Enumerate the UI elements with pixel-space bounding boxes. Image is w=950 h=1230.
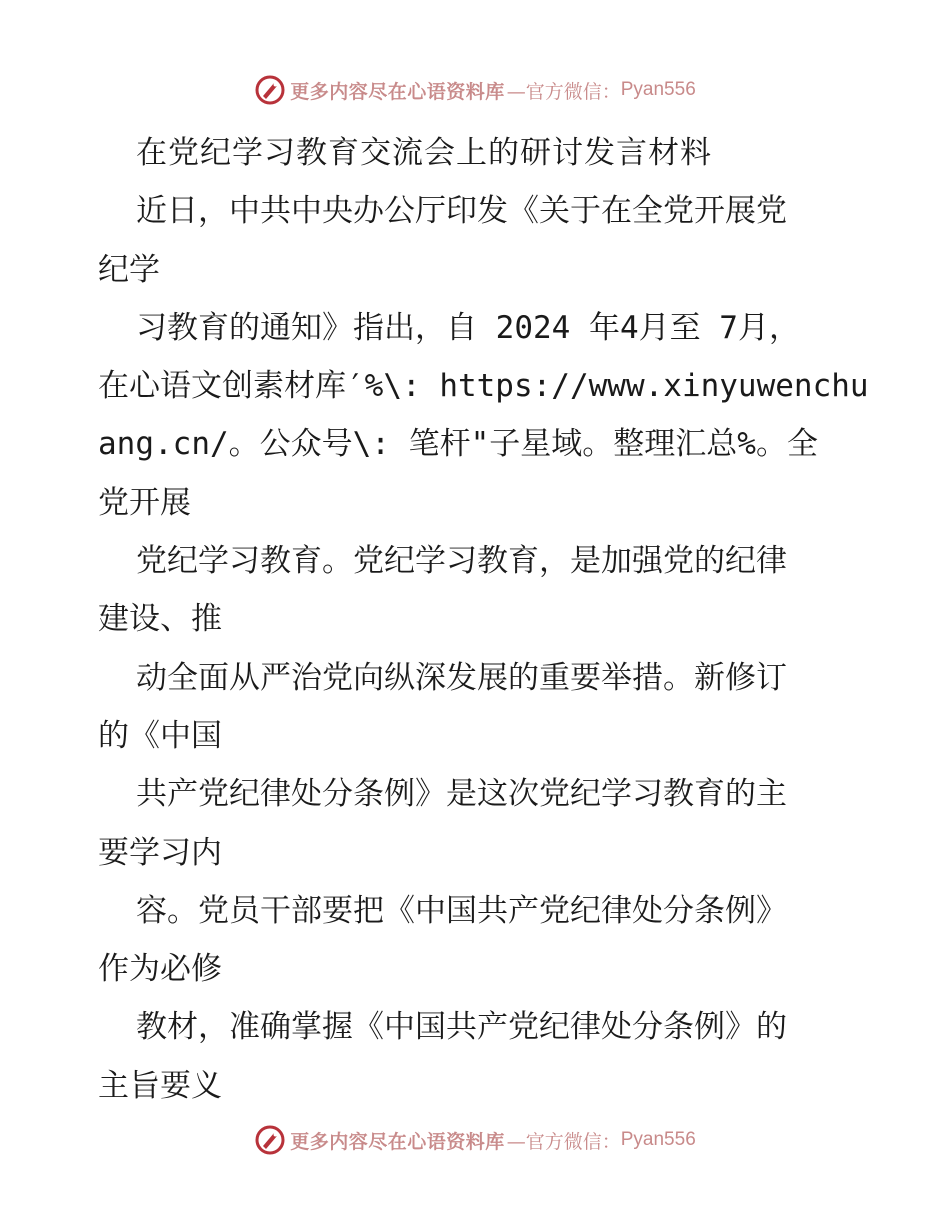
doc-line: 党纪学习教育。党纪学习教育，是加强党的纪律 bbox=[136, 543, 787, 580]
doc-line: 的《中国 bbox=[98, 717, 222, 754]
doc-line: 作为必修 bbox=[98, 951, 222, 988]
header-dash-text: —官方微信： bbox=[506, 80, 621, 103]
footer-wechat-id: Pyan556 bbox=[620, 1129, 696, 1150]
doc-title: 在党纪学习教育交流会上的研讨发言材料 bbox=[136, 135, 712, 171]
doc-line: 共产党纪律处分条例》是这次党纪学习教育的主 bbox=[136, 776, 787, 813]
footer-site-text: 更多内容尽在心语资料库 bbox=[290, 1130, 505, 1153]
doc-line: 纪学 bbox=[98, 251, 160, 288]
doc-line: 容。党员干部要把《中国共产党纪律处分条例》 bbox=[136, 892, 787, 929]
doc-line: ang.cn/。公众号\: 笔杆"子星域。整理汇总%。全 bbox=[98, 426, 818, 463]
doc-line: 近日，中共中央办公厅印发《关于在全党开展党 bbox=[136, 193, 787, 230]
pen-logo-icon bbox=[254, 74, 286, 106]
doc-line: 动全面从严治党向纵深发展的重要举措。新修订 bbox=[136, 659, 787, 696]
footer-banner bbox=[0, 1122, 950, 1158]
footer-dash-text: —官方微信： bbox=[506, 1130, 621, 1153]
doc-line: 主旨要义 bbox=[98, 1067, 222, 1104]
doc-line: 教材，准确掌握《中国共产党纪律处分条例》的 bbox=[136, 1009, 787, 1046]
document-body bbox=[98, 124, 869, 1115]
header-wechat-id: Pyan556 bbox=[620, 79, 696, 100]
doc-line: 习教育的通知》指出，自 2024 年4月至 7月， bbox=[136, 309, 800, 346]
doc-line: 党开展 bbox=[98, 484, 191, 521]
pen-logo-icon bbox=[254, 1124, 286, 1156]
doc-line: 建设、推 bbox=[98, 601, 222, 638]
doc-line: 在心语文创素材库′%\: https://www.xinyuwenchu bbox=[98, 368, 869, 405]
doc-line: 要学习内 bbox=[98, 834, 222, 871]
header-site-text: 更多内容尽在心语资料库 bbox=[290, 80, 505, 103]
header-banner bbox=[0, 72, 950, 108]
